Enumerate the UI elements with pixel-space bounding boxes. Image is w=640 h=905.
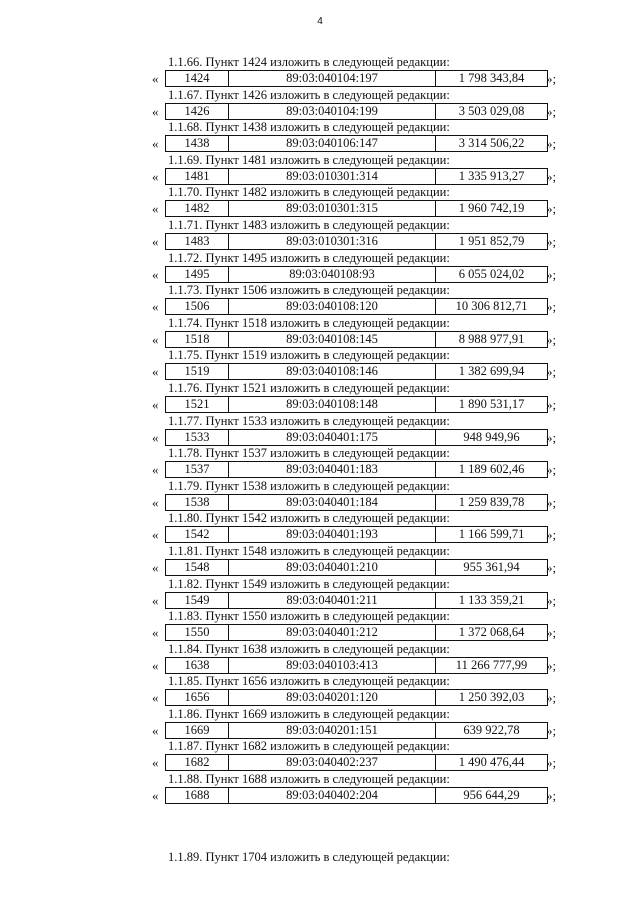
cadastral-number-cell: 89:03:040103:413 [229,658,436,673]
entry-row [152,266,572,283]
table-row [165,461,548,478]
amendment-entry [0,55,640,88]
entry-heading: 1.1.83. Пункт 1550 изложить в следующей редакции: [168,609,450,624]
entry-row [152,559,572,576]
cadastral-number-cell: 89:03:040402:237 [229,755,436,770]
entry-heading: 1.1.66. Пункт 1424 изложить в следующей редакции: [168,55,450,69]
table-row [165,722,548,739]
table-row [165,396,548,413]
table-row [165,135,548,152]
closing-quote: »; [546,331,557,347]
amendment-entry [0,446,640,479]
cadastral-number-cell: 89:03:040108:148 [229,397,436,412]
table-row [165,233,548,250]
cadastral-number-cell: 89:03:040402:204 [229,788,436,803]
item-number-cell: 1537 [166,462,229,477]
entry-heading: 1.1.71. Пункт 1483 изложить в следующей редакции: [168,217,450,232]
item-number-cell: 1521 [166,397,229,412]
closing-quote: »; [546,71,557,86]
entry-heading: 1.1.78. Пункт 1537 изложить в следующей редакции: [168,446,450,461]
item-number-cell: 1550 [166,625,229,640]
cadastral-value-cell: 6 055 024,02 [458,266,525,281]
item-number-cell: 1481 [166,169,229,184]
amendment-entry [0,283,640,316]
amendment-entry [0,88,640,121]
cadastral-value-cell: 3 314 506,22 [458,136,525,151]
item-number-cell: 1518 [166,332,229,347]
opening-quote: « [152,396,159,412]
table-row [165,592,548,609]
cadastral-value-cell: 955 361,94 [463,559,520,574]
cadastral-value-cell: 1 133 359,21 [458,592,525,607]
cadastral-number-cell: 89:03:010301:314 [229,169,436,184]
cadastral-value-cell: 1 189 602,46 [458,462,525,477]
table-row [165,787,548,804]
opening-quote: « [152,690,159,706]
closing-quote: »; [546,722,557,738]
item-number-cell: 1538 [166,495,229,510]
opening-quote: « [152,233,159,249]
cadastral-value-cell: 1 335 913,27 [458,168,525,183]
item-number-cell: 1688 [166,788,229,803]
cadastral-value-cell: 1 166 599,71 [458,527,525,542]
closing-quote: »; [546,462,557,478]
entry-heading: 1.1.87. Пункт 1682 изложить в следующей редакции: [168,739,450,754]
item-number-cell: 1669 [166,723,229,738]
opening-quote: « [152,494,159,510]
amendment-entry [0,479,640,512]
entry-heading: 1.1.84. Пункт 1638 изложить в следующей редакции: [168,641,450,656]
cadastral-value-cell: 1 382 699,94 [458,364,525,379]
item-number-cell: 1682 [166,755,229,770]
item-number-cell: 1426 [166,104,229,119]
entry-heading: 1.1.72. Пункт 1495 изложить в следующей редакции: [168,250,450,265]
opening-quote: « [152,722,159,738]
cadastral-number-cell: 89:03:040106:147 [229,136,436,151]
closing-quote: »; [546,494,557,510]
cadastral-value-cell: 1 960 742,19 [458,201,525,216]
cadastral-number-cell: 89:03:040201:151 [229,723,436,738]
cadastral-value-cell: 1 798 343,84 [458,71,525,85]
amendment-entry [0,120,640,153]
cadastral-number-cell: 89:03:040401:184 [229,495,436,510]
item-number-cell: 1638 [166,658,229,673]
cadastral-number-cell: 89:03:040104:199 [229,104,436,119]
table-row [165,331,548,348]
closing-quote: »; [546,625,557,641]
closing-quote: »; [546,103,557,119]
table-row [165,754,548,771]
opening-quote: « [152,527,159,543]
entry-row [152,754,572,771]
opening-quote: « [152,625,159,641]
entry-heading: 1.1.85. Пункт 1656 изложить в следующей редакции: [168,674,450,689]
closing-quote: »; [546,396,557,412]
opening-quote: « [152,201,159,217]
opening-quote: « [152,592,159,608]
entry-row [152,363,572,380]
closing-quote: »; [546,592,557,608]
entry-row [152,70,572,87]
amendment-entry [0,381,640,414]
entry-heading: 1.1.80. Пункт 1542 изложить в следующей редакции: [168,511,450,526]
amendment-entry [0,739,640,772]
opening-quote: « [152,168,159,184]
cadastral-value-cell: 11 266 777,99 [455,657,528,672]
entry-row [152,233,572,250]
table-row [165,429,548,446]
closing-quote: »; [546,690,557,706]
cadastral-number-cell: 89:03:040401:175 [229,430,436,445]
opening-quote: « [152,331,159,347]
cadastral-number-cell: 89:03:040201:120 [229,690,436,705]
amendment-entry [0,185,640,218]
amendment-entry [0,609,640,642]
item-number-cell: 1542 [166,527,229,542]
amendment-entry [0,348,640,381]
amendment-entry [0,414,640,447]
closing-quote: »; [546,233,557,249]
item-number-cell: 1548 [166,560,229,575]
table-row [165,624,548,641]
table-row [165,103,548,120]
cadastral-number-cell: 89:03:040401:183 [229,462,436,477]
item-number-cell: 1506 [166,299,229,314]
closing-quote: »; [546,364,557,380]
item-number-cell: 1656 [166,690,229,705]
opening-quote: « [152,788,159,804]
item-number-cell: 1483 [166,234,229,249]
cadastral-value-cell: 1 259 839,78 [458,494,525,509]
entry-row [152,657,572,674]
item-number-cell: 1495 [166,267,229,282]
entry-row [152,298,572,315]
entry-heading: 1.1.70. Пункт 1482 изложить в следующей редакции: [168,185,450,200]
item-number-cell: 1424 [166,71,229,86]
entry-heading: 1.1.82. Пункт 1549 изложить в следующей редакции: [168,576,450,591]
cadastral-number-cell: 89:03:040401:193 [229,527,436,542]
cadastral-number-cell: 89:03:040108:145 [229,332,436,347]
cadastral-value-cell: 1 951 852,79 [458,233,525,248]
closing-quote: »; [546,168,557,184]
closing-quote: »; [546,788,557,804]
amendment-entry [0,577,640,610]
closing-quote: »; [546,266,557,282]
final-entry-heading: 1.1.89. Пункт 1704 изложить в следующей редакции: [168,850,450,864]
item-number-cell: 1533 [166,430,229,445]
entry-row [152,592,572,609]
table-row [165,657,548,674]
entry-heading: 1.1.67. Пункт 1426 изложить в следующей редакции: [168,87,450,102]
table-row [165,526,548,543]
entry-row [152,331,572,348]
opening-quote: « [152,103,159,119]
cadastral-number-cell: 89:03:040104:197 [229,71,436,86]
closing-quote: »; [546,657,557,673]
entry-row [152,624,572,641]
opening-quote: « [152,266,159,282]
opening-quote: « [152,299,159,315]
entry-heading: 1.1.77. Пункт 1533 изложить в следующей редакции: [168,413,450,428]
table-row [165,494,548,511]
opening-quote: « [152,71,159,86]
cadastral-number-cell: 89:03:010301:316 [229,234,436,249]
entry-row [152,494,572,511]
closing-quote: »; [546,527,557,543]
entry-heading: 1.1.81. Пункт 1548 изложить в следующей редакции: [168,543,450,558]
cadastral-value-cell: 1 250 392,03 [458,690,525,705]
amendment-entry [0,707,640,740]
amendment-entry [0,544,640,577]
cadastral-value-cell: 1 372 068,64 [458,625,525,640]
cadastral-value-cell: 639 922,78 [463,722,520,737]
entry-row [152,429,572,446]
closing-quote: »; [546,429,557,445]
table-row [165,266,548,283]
entry-heading: 1.1.74. Пункт 1518 изложить в следующей редакции: [168,315,450,330]
cadastral-number-cell: 89:03:040108:93 [229,267,436,282]
cadastral-value-cell: 948 949,96 [463,429,520,444]
opening-quote: « [152,462,159,478]
amendment-entry [0,316,640,349]
cadastral-value-cell: 1 490 476,44 [458,755,525,770]
closing-quote: »; [546,755,557,771]
amendment-entry [0,674,640,707]
amendment-entry [0,772,640,805]
amendments-list [0,55,640,805]
amendment-entry [0,251,640,284]
entry-heading: 1.1.76. Пункт 1521 изложить в следующей редакции: [168,380,450,395]
entry-row [152,722,572,739]
amendment-entry [0,153,640,186]
page-number: 4 [317,16,323,27]
item-number-cell: 1519 [166,364,229,379]
table-row [165,363,548,380]
entry-heading: 1.1.88. Пункт 1688 изложить в следующей редакции: [168,772,450,787]
entry-heading: 1.1.69. Пункт 1481 изложить в следующей редакции: [168,152,450,167]
opening-quote: « [152,429,159,445]
closing-quote: »; [546,299,557,315]
cadastral-number-cell: 89:03:040401:211 [229,593,436,608]
cadastral-value-cell: 10 306 812,71 [455,299,528,314]
entry-row [152,396,572,413]
cadastral-number-cell: 89:03:040401:210 [229,560,436,575]
entry-heading: 1.1.79. Пункт 1538 изложить в следующей редакции: [168,478,450,493]
entry-heading: 1.1.68. Пункт 1438 изложить в следующей редакции: [168,120,450,135]
item-number-cell: 1438 [166,136,229,151]
closing-quote: »; [546,559,557,575]
entry-row [152,689,572,706]
item-number-cell: 1549 [166,593,229,608]
cadastral-value-cell: 3 503 029,08 [458,103,525,118]
opening-quote: « [152,364,159,380]
cadastral-number-cell: 89:03:010301:315 [229,201,436,216]
table-row [165,298,548,315]
item-number-cell: 1482 [166,201,229,216]
entry-heading: 1.1.75. Пункт 1519 изложить в следующей редакции: [168,348,450,363]
entry-row [152,526,572,543]
entry-heading: 1.1.86. Пункт 1669 изложить в следующей редакции: [168,706,450,721]
entry-row [152,168,572,185]
opening-quote: « [152,559,159,575]
amendment-entry [0,511,640,544]
cadastral-number-cell: 89:03:040401:212 [229,625,436,640]
table-row [165,70,548,87]
cadastral-value-cell: 1 890 531,17 [458,396,525,411]
table-row [165,559,548,576]
closing-quote: »; [546,136,557,152]
entry-row [152,103,572,120]
cadastral-number-cell: 89:03:040108:120 [229,299,436,314]
cadastral-value-cell: 956 644,29 [463,788,520,803]
closing-quote: »; [546,201,557,217]
opening-quote: « [152,755,159,771]
table-row [165,200,548,217]
entry-row [152,200,572,217]
table-row [165,689,548,706]
amendment-entry [0,642,640,675]
amendment-entry [0,218,640,251]
opening-quote: « [152,136,159,152]
table-row [165,168,548,185]
entry-row [152,461,572,478]
entry-row [152,135,572,152]
entry-row [152,787,572,804]
cadastral-value-cell: 8 988 977,91 [458,331,525,346]
entry-heading: 1.1.73. Пункт 1506 изложить в следующей редакции: [168,283,450,298]
opening-quote: « [152,657,159,673]
cadastral-number-cell: 89:03:040108:146 [229,364,436,379]
